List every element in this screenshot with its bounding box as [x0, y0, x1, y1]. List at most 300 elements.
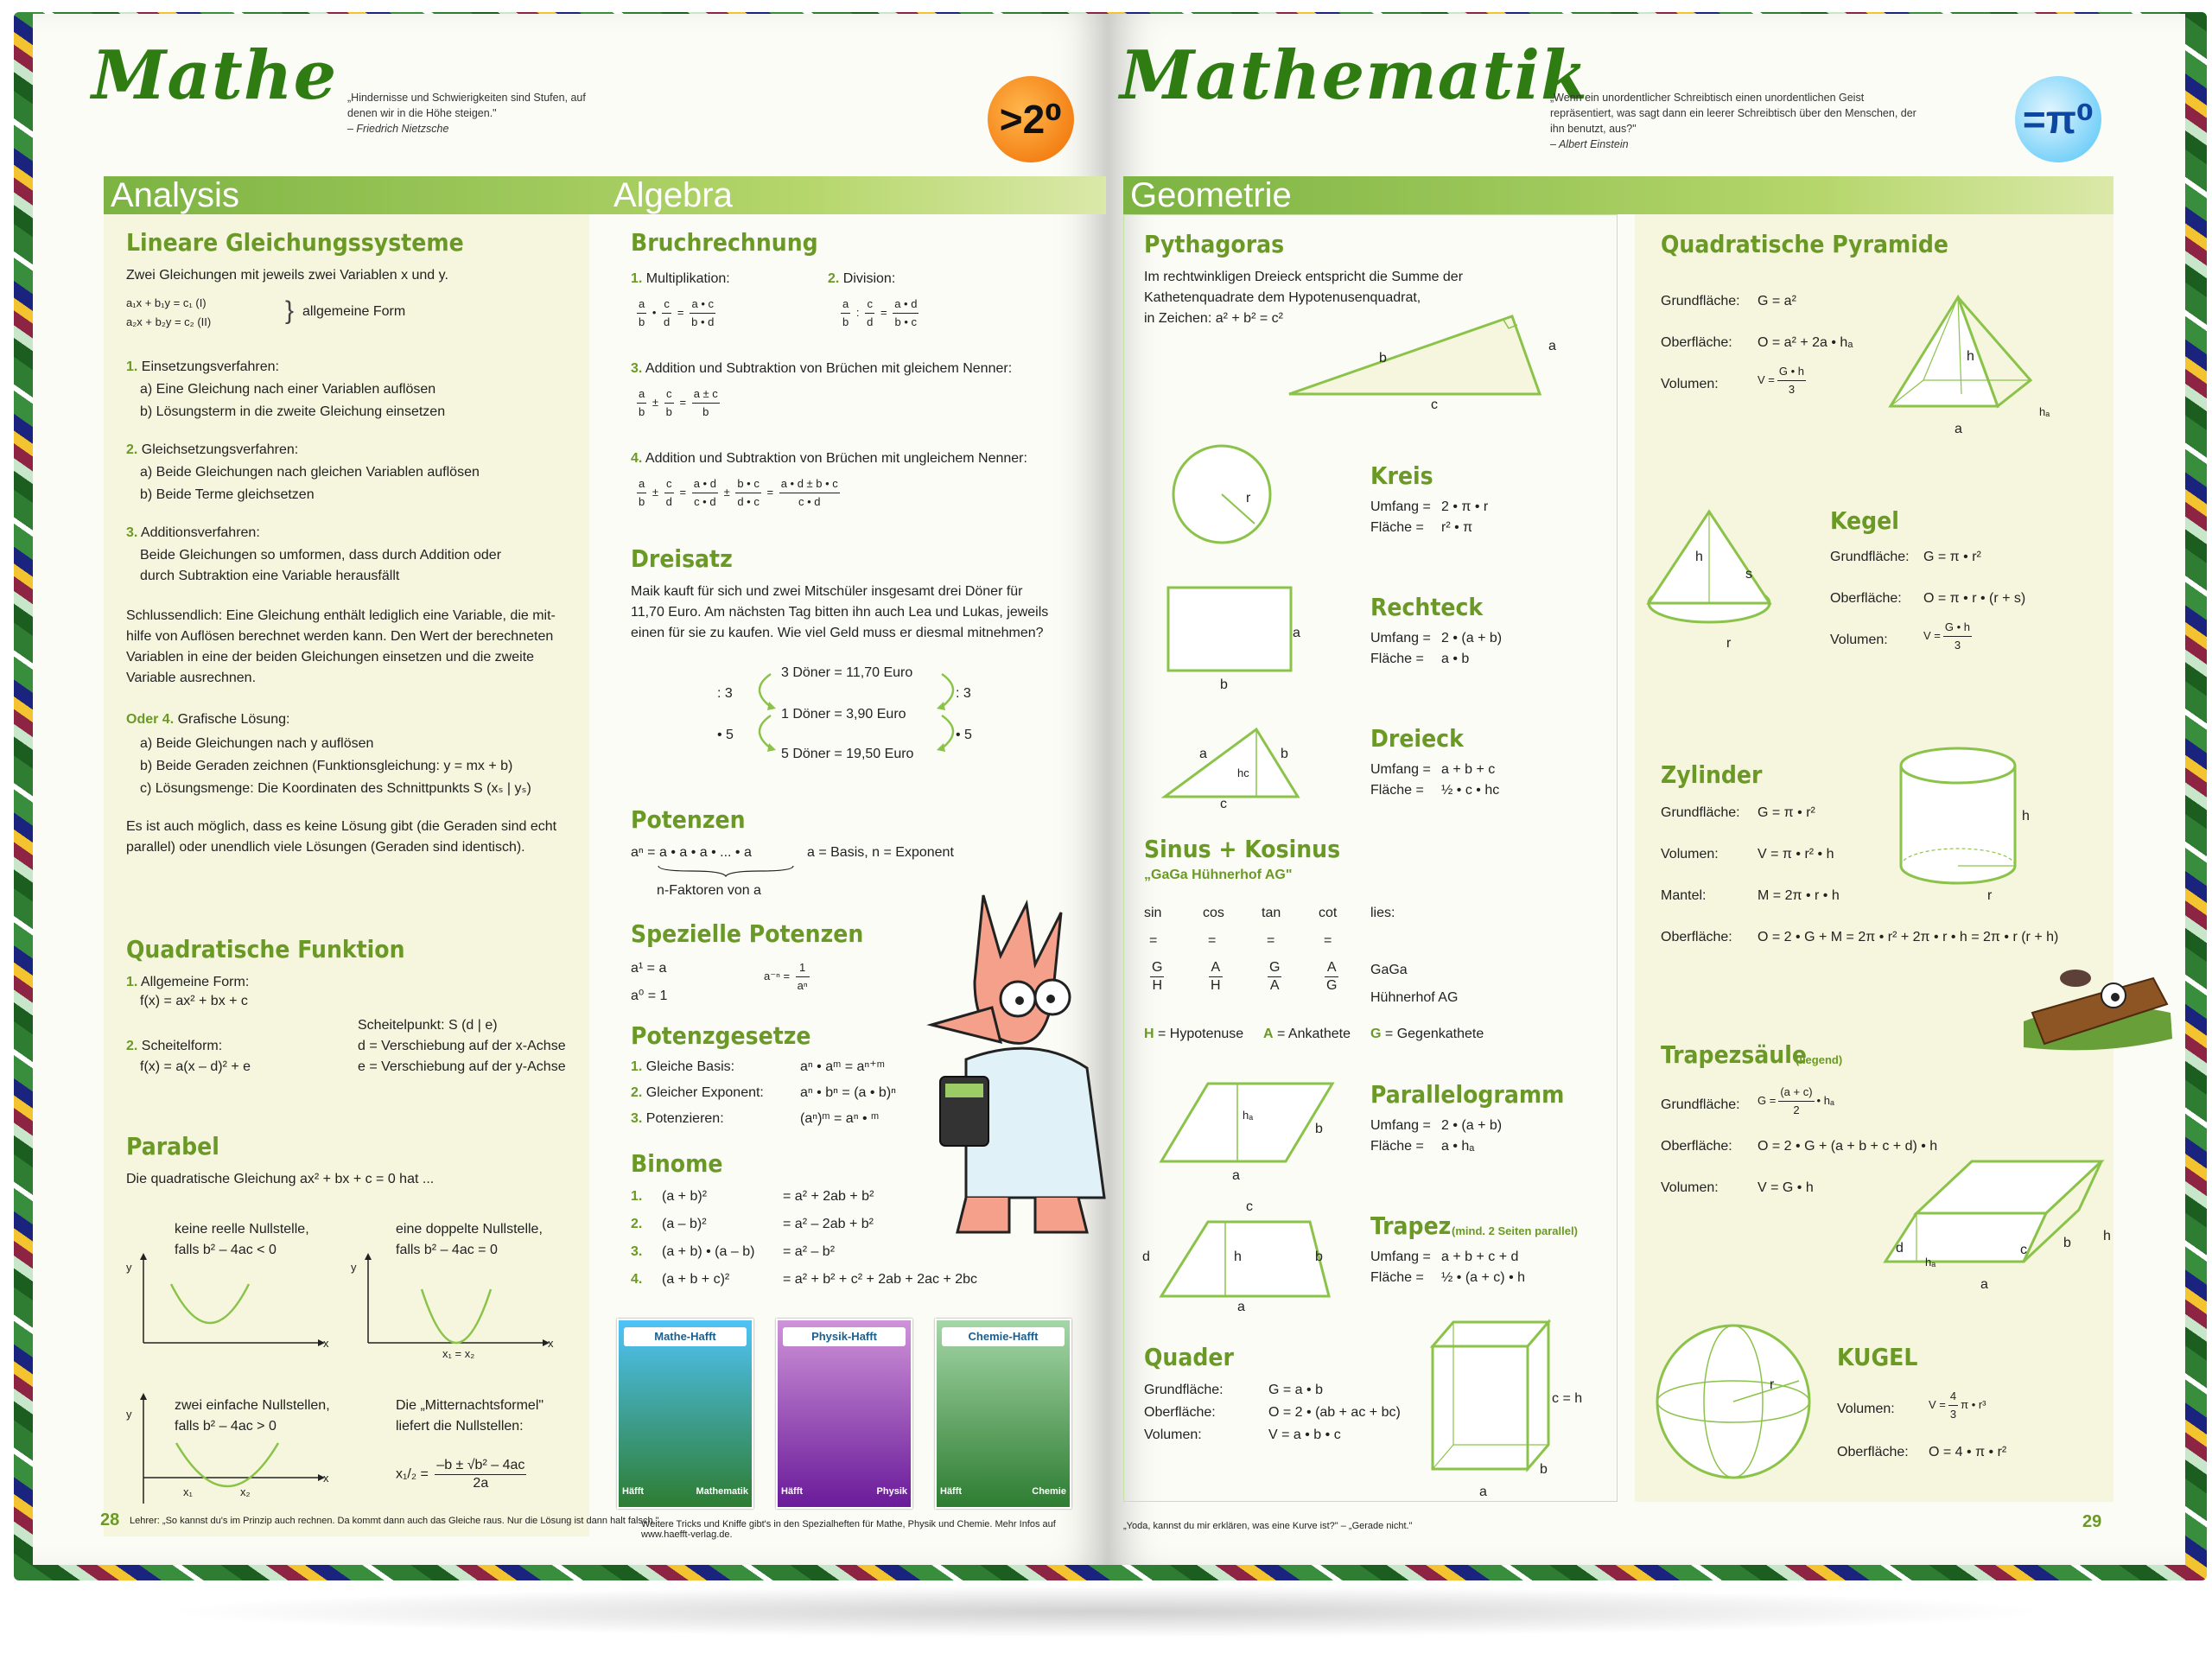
- cos-num: A: [1209, 959, 1223, 977]
- cot-num: A: [1325, 959, 1338, 977]
- kreis-r: r: [1246, 491, 1251, 506]
- lgs-eq2: a₂x + b₂y = c₂ (II): [126, 315, 212, 328]
- axis-x-2: x: [548, 1337, 554, 1350]
- left-page: [33, 14, 1108, 1565]
- key-g-label: = Gegenkathete: [1384, 1027, 1484, 1041]
- lgs-m4: Grafische Lösung:: [177, 712, 290, 727]
- parabel-c3a: zwei einfache Nullstellen,: [175, 1398, 330, 1413]
- lgs-m1b: b) Lösungsterm in die zweite Gleichung einsetzen: [140, 404, 446, 419]
- f-ac: a • c: [690, 296, 715, 314]
- key-h: H: [1144, 1027, 1154, 1041]
- heading-parabel: Parabel: [126, 1132, 219, 1160]
- book-label: Mathe-Hafft: [624, 1327, 747, 1346]
- bruch-add-diff: [634, 475, 842, 511]
- trapezs-d: d: [1896, 1241, 1904, 1256]
- bin-n1: 1.: [631, 1189, 643, 1204]
- pyth-a: a: [1548, 339, 1556, 353]
- zyl-m: Mantel:: [1661, 888, 1707, 903]
- kegel-v: Volumen:: [1830, 633, 1888, 647]
- lgs-m4b: b) Beide Geraden zeichnen (Funktionsgleichung: y = mx + b): [140, 759, 513, 773]
- book-label: Chemie-Hafft: [942, 1327, 1065, 1346]
- heading-parallelogramm: Parallelogramm: [1370, 1080, 1565, 1109]
- heading-pythagoras: Pythagoras: [1144, 230, 1285, 258]
- trapezs-gpre: G =: [1758, 1093, 1777, 1107]
- parabel-c4b: liefert die Nullstellen:: [396, 1419, 524, 1434]
- heading-trapez: Trapez: [1370, 1211, 1452, 1240]
- book-subject-text: Chemie: [1032, 1486, 1066, 1497]
- book-subject: [940, 1486, 1066, 1502]
- book-subject: [622, 1486, 748, 1502]
- zyl-r: r: [1987, 888, 1993, 903]
- pyth-t2: Kathetenquadrate dem Hypotenusenquadrat,: [1144, 290, 1421, 305]
- mitternachtsformel: [396, 1457, 529, 1492]
- axis-y-1: y: [126, 1261, 132, 1274]
- op-eq: =: [677, 305, 684, 319]
- heading-quadratische-funktion: Quadratische Funktion: [126, 935, 405, 963]
- trapezs-note: (liegend): [1796, 1053, 1843, 1066]
- book-physik-hafft[interactable]: [776, 1319, 912, 1509]
- trapezs-a: a: [1980, 1277, 1988, 1292]
- bin-r1: = a² + 2ab + b²: [783, 1189, 874, 1204]
- f-c: c: [865, 296, 874, 314]
- bin-r4: = a² + b² + c² + 2ab + 2ac + 2bc: [783, 1272, 978, 1287]
- kugel-r: r: [1770, 1377, 1775, 1392]
- dreieck-c: c: [1220, 797, 1227, 811]
- lgs-m3a: Beide Gleichungen so umformen, dass durch Addition oder: [140, 548, 502, 563]
- potenzen-basis: a = Basis, n = Exponent: [807, 845, 954, 860]
- quote-nietzsche: [347, 90, 598, 137]
- book-subject-text: Mathematik: [696, 1486, 748, 1497]
- dreisatz-t2: 11,70 Euro. Am nächsten Tag bitten ihn auch Lea und Lukas, jeweils: [631, 605, 1049, 620]
- kugel-v: Volumen:: [1837, 1402, 1895, 1416]
- quad-f1: f(x) = ax² + bx + c: [140, 994, 248, 1008]
- quote-einstein: [1550, 90, 1922, 152]
- kegel-vden: 3: [1954, 639, 1961, 652]
- para-h: hₐ: [1243, 1109, 1254, 1122]
- lgs-m1a: a) Eine Gleichung nach einer Variablen auflösen: [140, 382, 436, 397]
- pyth-t3: in Zeichen: a² + b² = c²: [1144, 311, 1283, 326]
- band-algebra: Algebra: [613, 176, 733, 214]
- book-subject-text: Physik: [876, 1486, 907, 1497]
- band-analysis-algebra: [104, 176, 1106, 214]
- dreisatz-t3: einen für sie zu kaufen. Wie viel Geld muss er diesmal mitnehmen?: [631, 626, 1044, 640]
- quad-f2: f(x) = a(x – d)² + e: [140, 1059, 251, 1074]
- f-c: c: [664, 385, 674, 404]
- tan-num: G: [1268, 959, 1281, 977]
- trapez-a: a: [1237, 1300, 1245, 1314]
- zyl-v: Volumen:: [1661, 847, 1719, 862]
- dreisatz-r3: 5 Döner = 19,50 Euro: [781, 747, 914, 761]
- bin-n4: 4.: [631, 1272, 643, 1287]
- op-eq: =: [679, 485, 687, 499]
- dreieck-u: Umfang =: [1370, 762, 1431, 777]
- sinus-col-cos: cos: [1203, 906, 1224, 920]
- pyr-vnum: G • h: [1777, 363, 1806, 381]
- heading-pyramide: Quadratische Pyramide: [1661, 230, 1949, 258]
- trapezs-of: O = 2 • G + (a + b + c + d) • h: [1758, 1139, 1938, 1154]
- tan-den: A: [1269, 978, 1280, 993]
- sin-den: H: [1152, 978, 1162, 993]
- f-a: a: [841, 296, 850, 314]
- dreieck-h: hᴄ: [1237, 766, 1249, 779]
- trapezs-c: c: [2020, 1243, 2027, 1257]
- f-cd: c • d: [694, 495, 716, 508]
- kreis-uf: 2 • π • r: [1441, 499, 1489, 514]
- rechteck-ff: a • b: [1441, 652, 1470, 666]
- quader-shape: [1427, 1317, 1557, 1481]
- trapezs-b: b: [2063, 1236, 2071, 1250]
- kugel-o: Oberfläche:: [1837, 1445, 1909, 1459]
- spez-a0: a⁰ = 1: [631, 989, 668, 1003]
- spez-aminus: [764, 959, 812, 995]
- kreis-ff: r² • π: [1441, 520, 1473, 535]
- op-eq: =: [766, 485, 774, 499]
- f-c: c: [664, 475, 674, 493]
- quote-text: „Wenn ein unordentlicher Schreibtisch einen unordentlichen Geist repräsentiert, was sagt dann ein leerer Schreibtisch über den Menschen, der ihn benutzt, aus?": [1550, 92, 1916, 135]
- key-a: A: [1263, 1027, 1274, 1041]
- potenzen-nfak: n-Faktoren von a: [657, 883, 761, 898]
- trapez-c: c: [1246, 1199, 1253, 1214]
- para-f: Fläche =: [1370, 1139, 1424, 1154]
- heading-binome: Binome: [631, 1149, 723, 1178]
- kegel-gf: G = π • r²: [1923, 550, 1981, 564]
- spez-one: 1: [796, 959, 810, 977]
- bruch-l2: Division:: [842, 271, 896, 286]
- op-dot: •: [652, 305, 657, 319]
- op-pm: ±: [652, 395, 658, 409]
- rechteck-rect: [1165, 584, 1303, 679]
- sinus-col-tan: tan: [1262, 906, 1281, 920]
- kegel-vpre: V =: [1923, 628, 1941, 642]
- trapezs-g: Grundfläche:: [1661, 1097, 1740, 1112]
- key-g: G: [1370, 1027, 1382, 1041]
- f-d: d: [665, 495, 672, 508]
- kegel-s: s: [1745, 567, 1752, 582]
- zyl-vf: V = π • r² • h: [1758, 847, 1834, 862]
- potenzen-brace: [657, 864, 795, 878]
- sinus-eq-3: =: [1267, 933, 1275, 948]
- kegel-of: O = π • r • (r + s): [1923, 591, 2026, 606]
- sinus-eq-4: =: [1324, 933, 1332, 948]
- promo-text[interactable]: Weitere Tricks und Kniffe gibt's in den Spezialheften für Mathe, Physik und Chemie. Mehr Infos auf www.haefft-verlag.de.: [641, 1519, 1056, 1540]
- mascot-illustration: [931, 869, 1108, 1250]
- f-a: a: [637, 296, 646, 314]
- book-chemie-hafft[interactable]: [935, 1319, 1071, 1509]
- rechteck-uf: 2 • (a + b): [1441, 631, 1503, 645]
- lgs-m3b: durch Subtraktion eine Variable herausfällt: [140, 569, 400, 583]
- pyr-o: Oberfläche:: [1661, 335, 1732, 350]
- kugel-vpre: V =: [1929, 1397, 1946, 1411]
- axis-y-2: y: [351, 1261, 357, 1274]
- heading-potenzgesetze: Potenzgesetze: [631, 1021, 811, 1050]
- heading-dreisatz: Dreisatz: [631, 544, 733, 573]
- pyr-v: Volumen:: [1661, 377, 1719, 391]
- quad-n2: 2.: [126, 1039, 138, 1053]
- kreis-circle: [1168, 441, 1281, 553]
- axis-x-1: x: [323, 1337, 329, 1350]
- lgs-p3: Variablen in eine der beiden Gleichungen einsetzen und die zweite: [126, 650, 535, 664]
- f-b: b: [842, 315, 849, 328]
- label-x2: x₂: [240, 1485, 251, 1498]
- trapezs-o: Oberfläche:: [1661, 1139, 1732, 1154]
- label-x1-x2: x₁ = x₂: [442, 1347, 475, 1360]
- zyl-h: h: [2022, 809, 2030, 823]
- badge-icon: >2⁰: [988, 76, 1074, 162]
- quader-b: b: [1540, 1462, 1548, 1477]
- heading-rechteck: Rechteck: [1370, 593, 1484, 621]
- pyth-c: c: [1431, 397, 1438, 412]
- zyl-o: Oberfläche:: [1661, 930, 1732, 944]
- quote-author: – Friedrich Nietzsche: [347, 123, 449, 135]
- trapez-ff: ½ • (a + c) • h: [1441, 1270, 1526, 1285]
- heading-kreis: Kreis: [1370, 461, 1433, 490]
- pg-l1: Gleiche Basis:: [645, 1059, 735, 1074]
- pyr-a: a: [1955, 422, 1962, 436]
- quad-l2: Scheitelform:: [141, 1039, 223, 1053]
- footer-right: „Yoda, kannst du mir erklären, was eine Kurve ist?" – „Gerade nicht.": [1123, 1521, 1413, 1531]
- lgs-m2b: b) Beide Terme gleichsetzen: [140, 487, 315, 502]
- quad-n1: 1.: [126, 975, 138, 989]
- pg-n1: 1.: [631, 1059, 643, 1074]
- key-a-label: = Ankathete: [1277, 1027, 1351, 1041]
- parabel-c4a: Die „Mitternachtsformel": [396, 1398, 544, 1413]
- dreieck-ff: ½ • c • hᴄ: [1441, 783, 1500, 798]
- lgs-p4: Variable ausrechnen.: [126, 671, 257, 685]
- bruch-div: [838, 296, 921, 331]
- quote-author: – Albert Einstein: [1550, 138, 1629, 150]
- zyl-gf: G = π • r²: [1758, 805, 1815, 820]
- kugel-sphere: [1652, 1320, 1825, 1493]
- f-b: b: [639, 495, 645, 508]
- rechteck-f: Fläche =: [1370, 652, 1424, 666]
- pg-n2: 2.: [631, 1085, 643, 1100]
- lgs-form: allgemeine Form: [302, 304, 406, 319]
- page-title-mathe: Mathe: [92, 36, 338, 115]
- heading-trapezsaeule: Trapezsäule: [1661, 1040, 1807, 1069]
- sin-num: G: [1150, 959, 1164, 977]
- f-bc: b • c: [894, 315, 918, 328]
- f-bc: b • c: [735, 475, 761, 493]
- heading-kugel: KUGEL: [1837, 1343, 1918, 1371]
- sinus-eq-2: =: [1208, 933, 1217, 948]
- zylinder-shape: [1894, 745, 2024, 892]
- spez-a1: a¹ = a: [631, 961, 667, 976]
- page-number-right: 29: [2082, 1512, 2102, 1531]
- book-mathe-hafft[interactable]: [617, 1319, 753, 1509]
- f-apmc: a ± c: [692, 385, 720, 404]
- brand: Häfft: [622, 1486, 645, 1497]
- f-bd: b • d: [691, 315, 715, 328]
- op-pm: ±: [723, 485, 730, 499]
- footer-left: Lehrer: „So kannst du's im Prinzip auch rechnen. Da kommt dann auch das Gleiche raus. Nur die Lösung ist dann halt falsch.": [130, 1516, 659, 1526]
- trapezs-gpost: • hₐ: [1816, 1093, 1834, 1107]
- f-ad: a • d: [692, 475, 718, 493]
- book-subject: [781, 1486, 907, 1502]
- rechteck-a: a: [1293, 626, 1300, 640]
- sinus-col-lies: lies:: [1370, 906, 1395, 920]
- bin-r2: = a² – 2ab + b²: [783, 1217, 874, 1231]
- quad-s3: e = Verschiebung auf der y-Achse: [358, 1059, 566, 1074]
- book-label: Physik-Hafft: [783, 1327, 906, 1346]
- dreieck-a: a: [1199, 747, 1207, 761]
- para-a: a: [1232, 1168, 1240, 1183]
- rechteck-b: b: [1220, 677, 1228, 692]
- potenzen-def: aⁿ = a • a • a • ... • a: [631, 845, 752, 860]
- bruch-add-same: [634, 385, 722, 421]
- label-x1: x₁: [183, 1485, 193, 1498]
- page-number-left: 28: [100, 1510, 120, 1529]
- book-shadow: [156, 1586, 2056, 1637]
- brand: Häfft: [781, 1486, 804, 1497]
- bin-r3: = a² – b²: [783, 1244, 836, 1259]
- f-d: d: [664, 315, 671, 328]
- kugel-vpost: π • r³: [1961, 1397, 1986, 1411]
- trapez-h: h: [1234, 1250, 1242, 1264]
- parabel-c1b: falls b² – 4ac < 0: [175, 1243, 276, 1257]
- kreis-f: Fläche =: [1370, 520, 1424, 535]
- trapez-uf: a + b + c + d: [1441, 1250, 1519, 1264]
- op-div: :: [855, 305, 860, 319]
- pg-l3: Potenzieren:: [645, 1111, 724, 1126]
- quader-vf: V = a • b • c: [1268, 1428, 1341, 1442]
- bruch-mult: [634, 296, 718, 331]
- quader-of: O = 2 • (ab + ac + bc): [1268, 1405, 1401, 1420]
- lgs-q2: parallel) oder unendlich viele Lösungen (Geraden sind identisch).: [126, 840, 525, 855]
- brand: Häfft: [940, 1486, 963, 1497]
- heading-zylinder: Zylinder: [1661, 760, 1763, 789]
- bin-l1: (a + b)²: [662, 1189, 708, 1204]
- kegel-vnum: G • h: [1943, 619, 1972, 637]
- quote-text: „Hindernisse und Schwierigkeiten sind Stufen, auf denen wir in die Höhe steigen.": [347, 92, 586, 119]
- kegel-g: Grundfläche:: [1830, 550, 1910, 564]
- trapezs-v: Volumen:: [1661, 1180, 1719, 1195]
- op-eq: =: [679, 395, 687, 409]
- trapezs-h: h: [2103, 1229, 2111, 1243]
- cot-den: G: [1326, 978, 1338, 993]
- lgs-m4-num: Oder 4.: [126, 712, 175, 727]
- kegel-h: h: [1695, 550, 1703, 564]
- f-b: b: [639, 315, 645, 328]
- lgs-m4a: a) Beide Gleichungen nach y auflösen: [140, 736, 374, 751]
- parabel-intro: Die quadratische Gleichung ax² + bx + c = 0 hat ...: [126, 1172, 435, 1186]
- bruch-n1: 1.: [631, 271, 643, 286]
- spez-aminus-lhs: a⁻ⁿ =: [764, 969, 791, 982]
- sinus-lies1: GaGa: [1370, 963, 1408, 977]
- bruch-n3: 3.: [631, 361, 643, 376]
- pyth-triangle: [1281, 308, 1574, 403]
- band-analysis: Analysis: [111, 176, 239, 214]
- parabel-c2b: falls b² – 4ac = 0: [396, 1243, 498, 1257]
- quader-c: c = h: [1552, 1391, 1583, 1406]
- key-h-label: = Hypotenuse: [1158, 1027, 1244, 1041]
- parabel-c2a: eine doppelte Nullstelle,: [396, 1222, 543, 1237]
- kreis-u: Umfang =: [1370, 499, 1431, 514]
- pyr-vden: 3: [1788, 383, 1796, 396]
- pi-badge-icon: =π⁰: [2015, 76, 2101, 162]
- page-title-mathematik: Mathematik: [1120, 36, 1589, 115]
- pyr-g: Grundfläche:: [1661, 294, 1740, 308]
- quader-a: a: [1479, 1485, 1487, 1499]
- heading-lgs: Lineare Gleichungssysteme: [126, 228, 464, 257]
- bin-l2: (a – b)²: [662, 1217, 707, 1231]
- dreisatz-t1: Maik kauft für sich und zwei Mitschüler insgesamt drei Döner für: [631, 584, 1023, 599]
- band-geometrie: Geometrie: [1123, 176, 2113, 214]
- lgs-eq1: a₁x + b₁y = c₁ (I): [126, 296, 207, 309]
- f-dc: d • c: [737, 495, 760, 508]
- dreieck-uf: a + b + c: [1441, 762, 1496, 777]
- heading-quader: Quader: [1144, 1343, 1234, 1371]
- pyth-b: b: [1379, 351, 1387, 366]
- bruch-l1: Multiplikation:: [645, 271, 730, 286]
- bin-l4: (a + b + c)²: [662, 1272, 730, 1287]
- lgs-q1: Es ist auch möglich, dass es keine Lösung gibt (die Geraden sind echt: [126, 819, 557, 834]
- trapezsaeule-shape: [1868, 1144, 2110, 1274]
- zyl-of: O = 2 • G + M = 2π • r² + 2π • r • h = 2π • r (r + h): [1758, 930, 2059, 944]
- pg-f1: aⁿ • aᵐ = aⁿ⁺ᵐ: [800, 1059, 885, 1074]
- lgs-p2: hilfe von Auflösen berechnet werden kann. Den Wert der berechneten: [126, 629, 554, 644]
- trapez-note: (mind. 2 Seiten parallel): [1452, 1224, 1578, 1237]
- f-a: a: [637, 475, 646, 493]
- quader-gf: G = a • b: [1268, 1383, 1323, 1397]
- heading-kegel: Kegel: [1830, 506, 1899, 535]
- pyth-t1: Im rechtwinkligen Dreieck entspricht die Summe der: [1144, 270, 1464, 284]
- dreisatz-op2-left: • 5: [717, 728, 734, 742]
- lgs-m2: Gleichsetzungsverfahren:: [141, 442, 299, 457]
- f-c: c: [662, 296, 671, 314]
- para-u: Umfang =: [1370, 1118, 1431, 1133]
- zyl-g: Grundfläche:: [1661, 805, 1740, 820]
- f-d: d: [867, 315, 874, 328]
- heading-spezielle-potenzen: Spezielle Potenzen: [631, 919, 864, 948]
- trapez-b: b: [1315, 1250, 1323, 1264]
- trapezs-gden: 2: [1793, 1103, 1800, 1116]
- f-a: a: [637, 385, 646, 404]
- bruch-n2: 2.: [828, 271, 840, 286]
- dreisatz-r1: 3 Döner = 11,70 Euro: [781, 665, 913, 680]
- f-cd: c • d: [798, 495, 821, 508]
- trapez-f: Fläche =: [1370, 1270, 1424, 1285]
- dreisatz-r2: 1 Döner = 3,90 Euro: [781, 707, 906, 722]
- axis-x-3: x: [323, 1472, 329, 1485]
- kugel-of: O = 4 • π • r²: [1929, 1445, 2007, 1459]
- quad-l1: Allgemeine Form:: [140, 975, 250, 989]
- lgs-p1: Schlussendlich: Eine Gleichung enthält lediglich eine Variable, die mit-: [126, 608, 556, 623]
- sinus-col-sin: sin: [1144, 906, 1162, 920]
- pyr-gf: G = a²: [1758, 294, 1796, 308]
- trapez-d: d: [1142, 1250, 1150, 1264]
- lgs-intro: Zwei Gleichungen mit jeweils zwei Variablen x und y.: [126, 268, 448, 283]
- axis-y-3: y: [126, 1408, 132, 1421]
- heading-dreieck: Dreieck: [1370, 724, 1464, 753]
- quader-v: Volumen:: [1144, 1428, 1202, 1442]
- quad-s1: Scheitelpunkt: S (d | e): [358, 1018, 498, 1033]
- f-b: b: [665, 405, 672, 418]
- lgs-m1: Einsetzungsverfahren:: [141, 359, 279, 374]
- chocolate-mascot-illustration: [2015, 961, 2179, 1056]
- bruch-l4: Addition und Subtraktion von Brüchen mit ungleichem Nenner:: [645, 451, 1027, 466]
- kegel-shape: [1643, 506, 1782, 636]
- brace: }: [285, 296, 295, 325]
- parabel-graph-none: [119, 1241, 344, 1362]
- sinus-sub: „GaGa Hühnerhof AG": [1144, 868, 1293, 882]
- f-b: b: [702, 405, 709, 418]
- parabel-c3b: falls b² – 4ac > 0: [175, 1419, 276, 1434]
- quader-o: Oberfläche:: [1144, 1405, 1216, 1420]
- sinus-eq-1: =: [1149, 933, 1158, 948]
- pg-l2: Gleicher Exponent:: [645, 1085, 764, 1100]
- f-ad: a • d: [893, 296, 918, 314]
- quad-s2: d = Verschiebung auf der x-Achse: [358, 1039, 566, 1053]
